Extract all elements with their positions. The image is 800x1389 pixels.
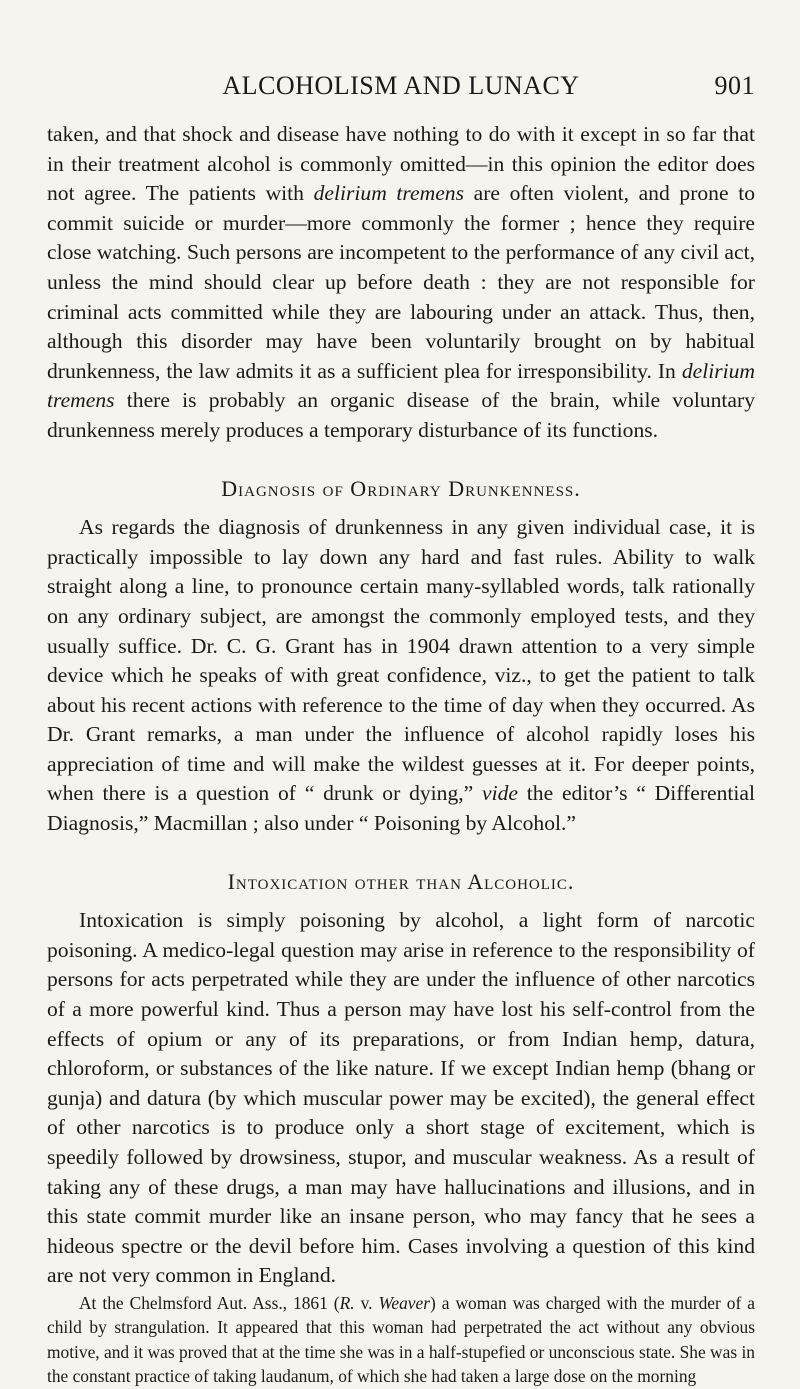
page-number: 901 (714, 71, 755, 100)
text-run: As regards the diagnosis of drunkenness in any given individual case, it is practically impossible to lay down any hard and fast rules. Ability to walk straight along a line, to pronounce certain many-syllabled words, talk rationally on any ordinary subject, are amongst the commonly employed tests, and they usually suffice. Dr. C. G. Grant has in 1904 drawn attention to a very simple device which he speaks of with great confidence, viz., to get the patient to talk about his recent actions with reference to the time of day when they occurred. As Dr. Grant remarks, a man under the influence of alcohol rapidly loses his appreciation of time and will make the wildest guesses at it. For deeper points, when there is a question of “ drunk or dying,” (47, 515, 755, 806)
italic-term: Weaver (378, 1292, 430, 1313)
running-head-title: ALCOHOLISM AND LUNACY (222, 71, 580, 100)
text-run: ) a woman was charged with the murder of a child by strangulation. It appeared that this woman had perpetrated the act without any obvious motive, and it was proved that at the time she was in a half-stupefied or unconscious state. She was in the constant practice of taking laudanum, of which she had taken a large dose on the morning (47, 1292, 756, 1387)
body-text (47, 120, 755, 1389)
paragraph-diagnosis (47, 513, 755, 839)
paragraph-intoxication: Intoxication is simply poisoning by alcohol, a light form of narcotic poisoning. A medico-legal question may arise in reference to the responsibility of persons for acts perpetrated while they are under the influence of other narcotics of a more powerful kind. Thus a person may have lost his self-control from the effects of opium or any of its preparations, or from Indian hemp, datura, chloroform, or substances of the like nature. If we except Indian hemp (bhang or gunja) and datura (by which muscular power may be excited), the general effect of other narcotics is to produce only a short stage of excitement, which is speedily followed by drowsiness, stupor, and muscular weakness. As a result of taking any of these drugs, a man may have hallucinations and illusions, and in this state commit murder like an insane person, who may fancy that he sees a hideous spectre or the devil before him. Cases involving a question of this kind are not very common in England. (47, 908, 755, 1288)
paragraph-case-report (47, 1291, 755, 1389)
italic-term: vide (482, 781, 518, 806)
text-run: At the Chelmsford Aut. Ass., 1861 ( (79, 1292, 340, 1313)
text-run: are often violent, and prone to commit suicide or murder—more commonly the former ; hence they require close watching. Such persons are incompetent to the performance of any civil act, unless the mind should clear up before death : they are not responsible for criminal acts committed while they are labouring under an attack. Thus, then, although this disorder may have been voluntarily brought on by habitual drunkenness, the law admits it as a sufficient plea for irresponsibility. In (47, 181, 755, 383)
italic-term: delirium tremens (47, 358, 755, 413)
italic-term: delirium tremens (313, 181, 464, 206)
italic-term: R. (339, 1292, 355, 1313)
text-run: taken, and that shock and disease have nothing to do with it except in so far that in their treatment alcohol is commonly omitted—in this opinion the editor does not agree. The patients with (47, 122, 755, 206)
running-head (47, 66, 755, 106)
text-run: the editor’s “ Differential Diagnosis,” Macmillan ; also under “ Poisoning by Alcohol.” (47, 781, 755, 836)
section-heading-intoxication: Intoxication other than Alcoholic. (227, 868, 575, 894)
text-run: v. (354, 1292, 379, 1313)
section-heading-diagnosis: Diagnosis of Ordinary Drunkenness. (221, 475, 581, 501)
paragraph-delirium-tremens (47, 120, 755, 446)
text-run: there is probably an organic disease of the brain, while voluntary drunkenness merely produces a temporary disturbance of its functions. (47, 388, 755, 442)
